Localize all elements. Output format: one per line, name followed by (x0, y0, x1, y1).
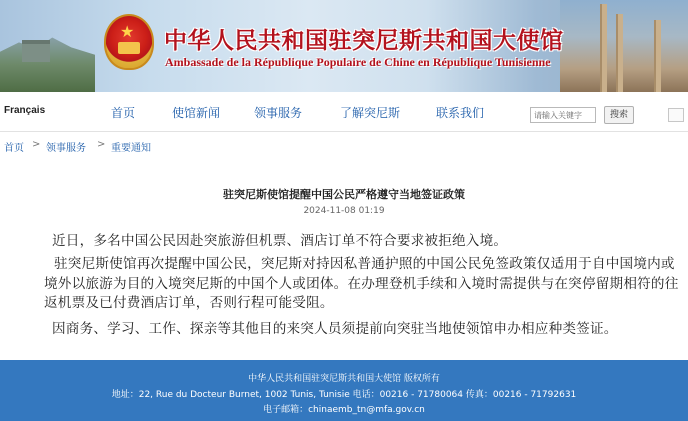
main-nav (0, 92, 688, 132)
search-input[interactable]: 请输入关键字 (530, 107, 596, 123)
article-paragraph: 因商务、学习、工作、探亲等其他目的来突人员须提前向突驻当地使领馆申办相应种类签证。 (52, 321, 618, 337)
footer-copyright: 中华人民共和国驻突尼斯共和国大使馆 版权所有 (248, 374, 440, 384)
breadcrumb-home[interactable]: 首页 (4, 143, 24, 154)
nav-item-embassy-news[interactable]: 使馆新闻 (172, 106, 221, 120)
ruins-image (560, 0, 688, 92)
article-paragraph: 近日，多名中国公民因赴突旅游但机票、酒店订单不符合要求被拒绝入境。 (52, 233, 508, 249)
breadcrumb-separator-icon: > (32, 139, 41, 150)
nav-item-home[interactable]: 首页 (111, 106, 136, 120)
footer-address: 地址：22, Rue du Docteur Burnet, 1002 Tunis, Tunisie 电话：00216 - 71780064 传真：00216 - 71792631 (111, 390, 577, 400)
breadcrumb-separator-icon: > (97, 139, 106, 150)
nav-item-consular-services[interactable]: 领事服务 (254, 106, 303, 120)
search-button[interactable]: 搜索 (604, 106, 634, 124)
site-subtitle: Ambassade de la République Populaire de Chine en République Tunisienne (165, 55, 551, 69)
nav-extra-button[interactable] (668, 108, 684, 122)
site-title[interactable]: 中华人民共和国驻突尼斯共和国大使馆 (164, 28, 564, 54)
article-date: 2024-11-08 01:19 (303, 206, 385, 216)
wall-tower-image (22, 40, 50, 62)
nav-item-about-tunisia[interactable]: 了解突尼斯 (340, 106, 401, 120)
footer (0, 360, 688, 421)
national-emblem-icon: ★ (104, 14, 154, 70)
nav-item-contact-us[interactable]: 联系我们 (436, 106, 485, 120)
article-title: 驻突尼斯使馆提醒中国公民严格遵守当地签证政策 (223, 188, 465, 201)
language-link-french[interactable]: Français (4, 105, 46, 116)
footer-email[interactable]: 电子邮箱：chinaemb_tn@mfa.gov.cn (263, 405, 425, 415)
breadcrumb-important-notice[interactable]: 重要通知 (111, 143, 151, 154)
breadcrumb-consular-services[interactable]: 领事服务 (46, 143, 86, 154)
breadcrumb (0, 138, 688, 156)
header-banner (0, 0, 688, 92)
article-paragraph: 驻突尼斯使馆再次提醒中国公民，突尼斯对持因私普通护照的中国公民免签政策仅适用于自中国境内或境外以旅游为目的入境突尼斯的中国个人或团体。在办理登机手续和入境时需提供与在突停留期相符的往返机票及已付费酒店订单，否则行程可能受阻。 (44, 256, 679, 311)
